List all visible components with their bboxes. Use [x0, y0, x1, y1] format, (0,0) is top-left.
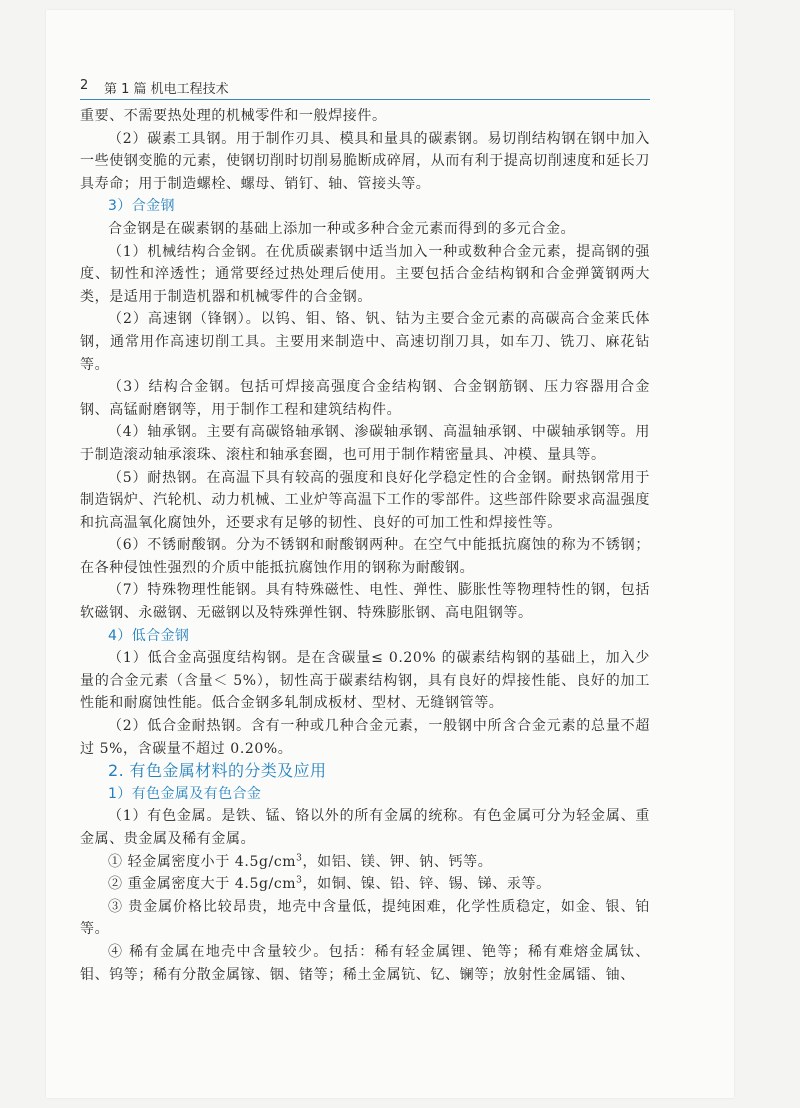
paragraph: 重要、不需要热处理的机械零件和一般焊接件。 [80, 108, 387, 124]
chapter-heading: 2. 有色金属材料的分类及应用 [108, 761, 327, 781]
section-heading: 3）合金钢 [108, 198, 175, 215]
list-text: ，如铝、镁、钾、钠、钙等。 [302, 853, 493, 870]
section-heading: 1）有色金属及有色合金 [108, 785, 262, 802]
paragraph: （7）特殊物理性能钢。具有特殊磁性、电性、弹性、膨胀性等物理特性的钢，包括软磁钢、永磁钢、无磁钢以及特殊弹性钢、特殊膨胀钢、高电阻钢等。 [80, 582, 650, 622]
section-heading: 4）低合金钢 [108, 627, 190, 644]
header-rule [80, 99, 650, 100]
paragraph: （1）有色金属。是铁、锰、铬以外的所有金属的统称。有色金属可分为轻金属、重金属、贵金属及稀有金属。 [80, 808, 650, 847]
body-text [80, 105, 650, 986]
paragraph: （2）低合金耐热钢。含有一种或几种合金元素，一般钢中所含合金元素的总量不超过 5%，含碳量不超过 0.20%。 [80, 718, 650, 757]
paragraph: （1）低合金高强度结构钢。是在含碳量≤ 0.20% 的碳素结构钢的基础上，加入少量的合金元素（含量＜ 5%），韧性高于碳素结构钢，具有良好的焊接性能、良好的加工性能和耐腐蚀性能。低合金钢多轧制成板材、型材、无缝钢管等。 [80, 650, 650, 712]
paragraph: （6）不锈耐酸钢。分为不锈钢和耐酸钢两种。在空气中能抵抗腐蚀的称为不锈钢；在各种侵蚀性强烈的介质中能抵抗腐蚀作用的钢称为耐酸钢。 [80, 537, 650, 576]
list-item [80, 851, 650, 874]
paragraph: 合金钢是在碳素钢的基础上添加一种或多种合金元素而得到的多元合金。 [108, 220, 576, 237]
list-text: ，如铜、镍、铅、锌、锡、锑、汞等。 [302, 876, 551, 893]
paragraph: （2）碳素工具钢。用于制作刃具、模具和量具的碳素钢。易切削结构钢在钢中加入一些使钢变脆的元素，使钢切削时切削易脆断成碎屑，从而有利于提高切削速度和延长刀具寿命；用于制造螺栓、螺母、销钉、轴、管接头等。 [80, 130, 650, 192]
paragraph: （3）结构合金钢。包括可焊接高强度合金结构钢、合金钢筋钢、压力容器用合金钢、高锰耐磨钢等，用于制作工程和建筑结构件。 [80, 379, 650, 418]
list-item: ④ 稀有金属在地壳中含量较少。包括：稀有轻金属锂、铯等；稀有难熔金属钛、钼、钨等；稀有分散金属镓、铟、锗等；稀土金属钪、钇、镧等；放射性金属镭、铀、 [80, 943, 650, 983]
paragraph: （2）高速钢（锋钢）。以钨、钼、铬、钒、钴为主要合金元素的高碳高合金莱氏体钢，通常用作高速切削工具。主要用来制造中、高速切削刀具，如车刀、铣刀、麻花钻等。 [80, 311, 650, 373]
superscript: 3 [296, 875, 303, 886]
page-number: 2 [80, 78, 89, 93]
running-header [80, 76, 650, 98]
list-item [80, 873, 650, 896]
superscript: 3 [296, 852, 303, 863]
paragraph: （5）耐热钢。在高温下具有较高的强度和良好化学稳定性的合金钢。耐热钢常用于制造锅炉、汽轮机、动力机械、工业炉等高温下工作的零部件。这些部件除要求高温强度和抗高温氧化腐蚀外，还要求有足够的韧性、良好的可加工性和焊接性等。 [80, 469, 650, 531]
list-text: ② 重金属密度大于 4.5g/cm [108, 876, 297, 893]
list-item: ③ 贵金属价格比较昂贵，地壳中含量低，提纯困难，化学性质稳定，如金、银、铂等。 [80, 898, 650, 938]
paragraph: （1）机械结构合金钢。在优质碳素钢中适当加入一种或数种合金元素，提高钢的强度、韧性和淬透性；通常要经过热处理后使用。主要包括合金结构钢和合金弹簧钢两大类，是适用于制造机器和机械零件的合金钢。 [80, 243, 650, 305]
list-text: ① 轻金属密度小于 4.5g/cm [108, 853, 297, 870]
paragraph: （4）轴承钢。主要有高碳铬轴承钢、渗碳轴承钢、高温轴承钢、中碳轴承钢等。用于制造滚动轴承滚珠、滚柱和轴承套圈，也可用于制作精密量具、冲模、量具等。 [80, 424, 650, 463]
part-title: 第 1 篇 机电工程技术 [104, 82, 229, 97]
